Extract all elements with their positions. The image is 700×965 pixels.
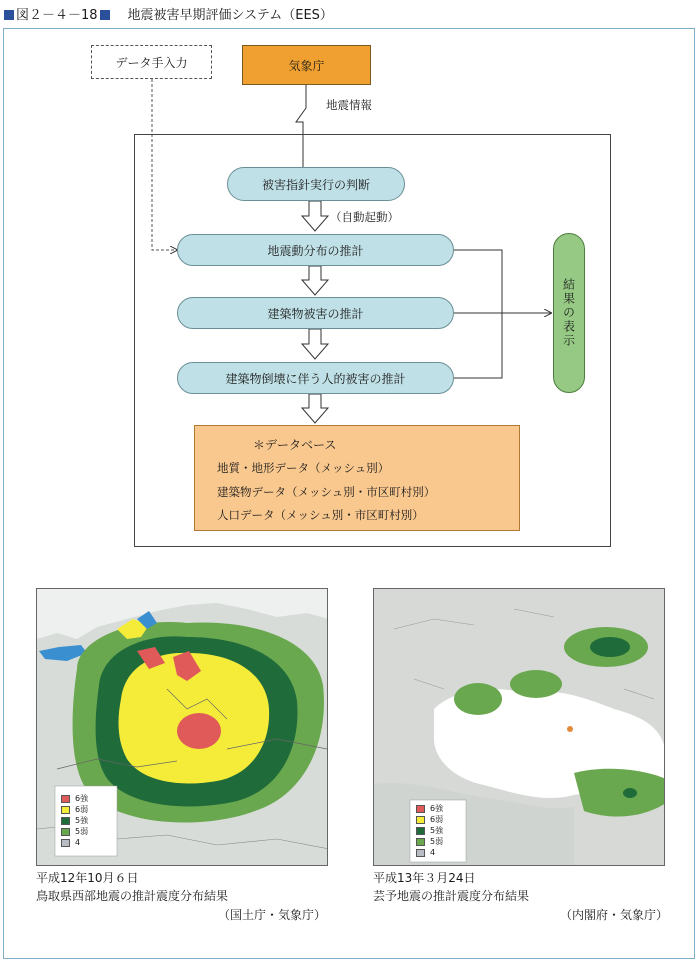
legend-swatch-icon xyxy=(416,805,425,813)
legend-item: 6強 xyxy=(61,793,88,804)
legend-swatch-icon xyxy=(416,849,425,857)
legend-swatch-icon xyxy=(416,827,425,835)
legend-item: 6弱 xyxy=(61,804,88,815)
step-damage-judgement xyxy=(227,167,405,201)
result-display-label: 結果の表示 xyxy=(561,278,576,348)
step-casualty xyxy=(177,362,454,394)
result-display xyxy=(553,233,585,393)
step-building-damage-label: 建築物被害の推計 xyxy=(267,306,364,321)
legend-item: 4 xyxy=(416,847,443,858)
legend-swatch-icon xyxy=(416,838,425,846)
database-title: ＊データベース xyxy=(253,438,337,452)
database-line: 建築物データ（メッシュ別・市区町村別） xyxy=(217,485,436,499)
step-damage-judgement-label: 被害指針実行の判断 xyxy=(261,177,370,192)
database-box xyxy=(194,425,520,531)
figure-number: 図２－４－18 xyxy=(16,8,98,23)
jma-label: 気象庁 xyxy=(288,58,325,73)
figure-title-text: 地震被害早期評価システム（EES） xyxy=(127,8,333,23)
map2-source: （内閣府・気象庁） xyxy=(560,908,669,922)
quake-info-label: 地震情報 xyxy=(326,98,372,112)
jma-box xyxy=(242,45,371,85)
legend-swatch-icon xyxy=(61,795,70,803)
legend-item: 5弱 xyxy=(61,826,88,837)
manual-input-box xyxy=(91,45,212,79)
step-ground-motion-label: 地震動分布の推計 xyxy=(267,243,364,258)
map-tottori xyxy=(36,588,328,866)
legend-swatch-icon xyxy=(61,817,70,825)
step-casualty-label: 建築物倒壊に伴う人的被害の推計 xyxy=(225,371,406,386)
legend-swatch-icon xyxy=(416,816,425,824)
legend-item: 4 xyxy=(61,837,88,848)
map2-title: 芸予地震の推計震度分布結果 xyxy=(373,889,530,903)
legend-swatch-icon xyxy=(61,828,70,836)
legend-item: 5弱 xyxy=(416,836,443,847)
map1-legend xyxy=(61,793,88,848)
database-line: 人口データ（メッシュ別・市区町村別） xyxy=(217,508,424,522)
map1-title: 鳥取県西部地震の推計震度分布結果 xyxy=(36,889,229,903)
map2-date: 平成13年３月24日 xyxy=(373,871,476,885)
legend-item: 6弱 xyxy=(416,814,443,825)
map1-source: （国土庁・気象庁） xyxy=(218,908,327,922)
manual-input-label: データ手入力 xyxy=(115,55,188,70)
legend-item: 5強 xyxy=(416,825,443,836)
step-building-damage xyxy=(177,297,454,329)
auto-start-label: （自動起動） xyxy=(330,210,399,224)
map2-legend xyxy=(416,803,443,858)
map1-date: 平成12年10月６日 xyxy=(36,871,139,885)
legend-item: 5強 xyxy=(61,815,88,826)
legend-item: 6強 xyxy=(416,803,443,814)
legend-swatch-icon xyxy=(61,839,70,847)
database-line: 地質・地形データ（メッシュ別） xyxy=(217,461,390,475)
map-geiyo xyxy=(373,588,665,866)
legend-swatch-icon xyxy=(61,806,70,814)
step-ground-motion xyxy=(177,234,454,266)
